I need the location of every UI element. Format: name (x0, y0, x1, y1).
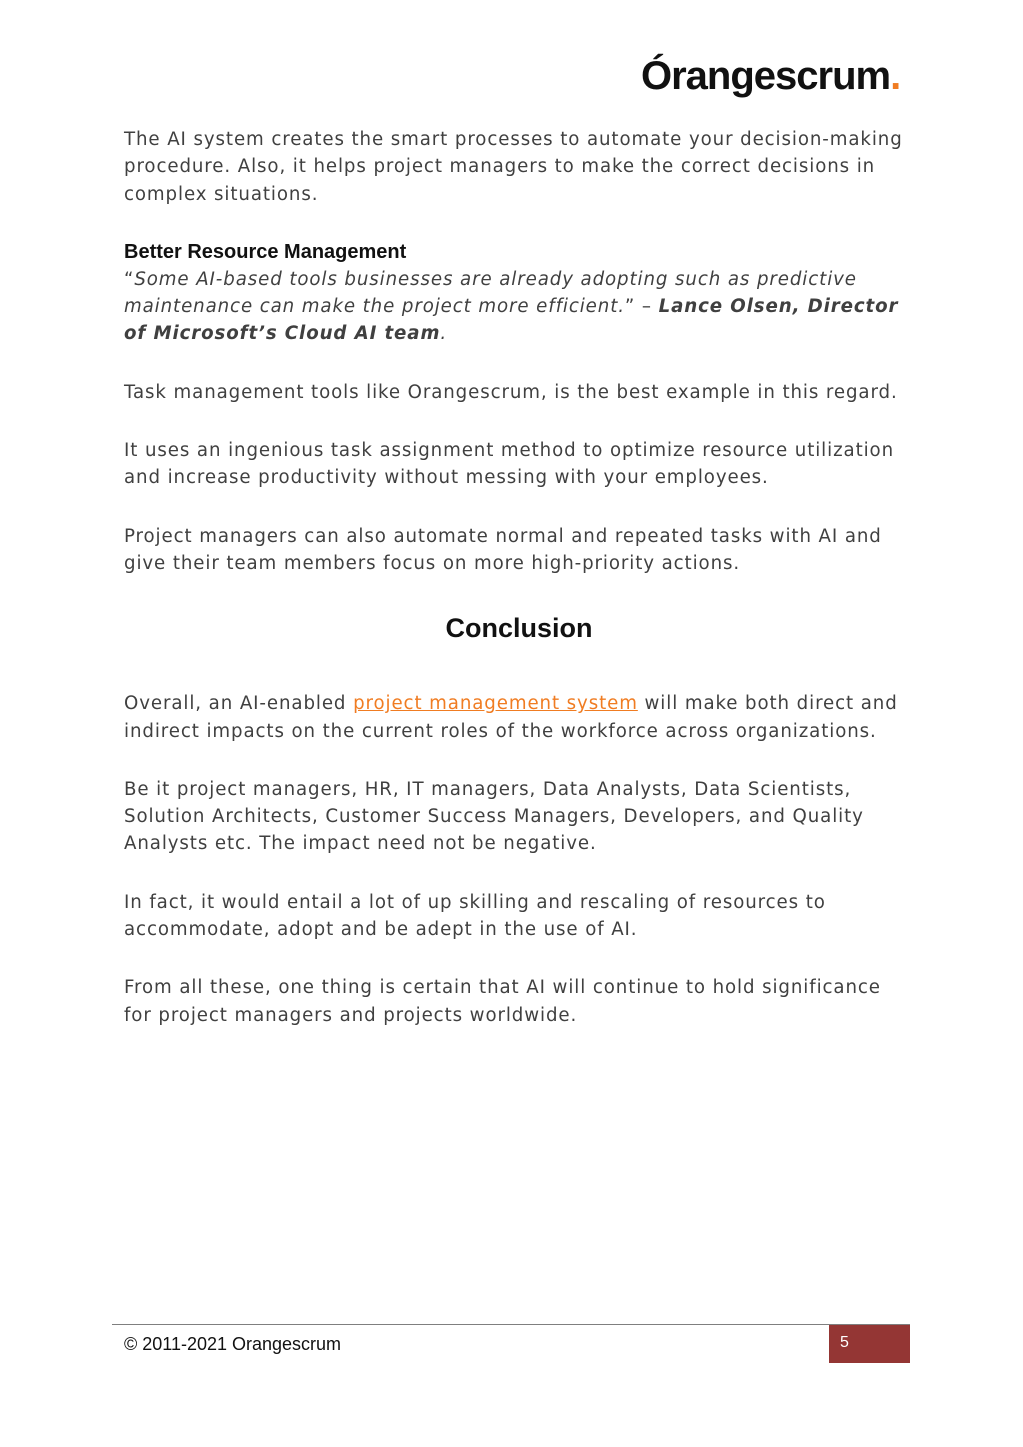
logo-wordmark: Órangescrum (641, 54, 891, 98)
document-body (124, 126, 914, 1060)
roles-paragraph: Be it project managers, HR, IT managers, Data Analysts, Data Scientists, Solution Architects, Customer Success Managers, Developers, and Quality Analysts etc. The impact need not be negative. (124, 778, 864, 855)
quote-text: Some AI-based tools businesses are already adopting such as predictive maintenance can make the project more efficient. (124, 268, 857, 318)
conclusion-heading: Conclusion (445, 613, 593, 644)
final-paragraph: From all these, one thing is certain that AI will continue to hold significance for project managers and projects worldwide. (124, 977, 881, 1026)
ingenious-paragraph: It uses an ingenious task assignment method to optimize resource utilization and increase productivity without messing with your employees. (124, 440, 895, 489)
task-tools-paragraph: Task management tools like Orangescrum, is the best example in this regard. (124, 381, 898, 403)
footer-divider (112, 1324, 910, 1325)
section-heading-resource-management: Better Resource Management (124, 240, 407, 263)
automate-paragraph: Project managers can also automate normal and repeated tasks with AI and give their team members focus on more high-priority actions. (124, 525, 882, 574)
project-management-system-link[interactable]: project management system (353, 693, 638, 715)
intro-paragraph: The AI system creates the smart processes to automate your decision-making procedure. Also, it helps project managers to make the correct decisions in complex situations. (124, 129, 903, 205)
overall-text-after: will make both direct and indirect impacts on the current roles of the workforce across organizations. (124, 693, 898, 742)
quote-end: . (440, 323, 448, 345)
orangescrum-logo (641, 56, 900, 96)
quote-open-mark: “ (124, 268, 135, 290)
quote-paragraph (124, 266, 914, 348)
quote-close-mark: ” – (624, 296, 652, 318)
overall-paragraph (124, 690, 914, 745)
quote-author: Lance Olsen, Director of Microsoft’s Cloud AI team (124, 296, 899, 345)
fact-paragraph: In fact, it would entail a lot of up skilling and rescaling of resources to accommodate, adopt and be adept in the use of AI. (124, 891, 826, 941)
overall-text-before: Overall, an AI-enabled (124, 693, 354, 715)
footer-copyright: © 2011-2021 Orangescrum (124, 1334, 342, 1354)
logo-dot: . (890, 54, 901, 98)
page-number-badge: 5 (829, 1325, 910, 1363)
